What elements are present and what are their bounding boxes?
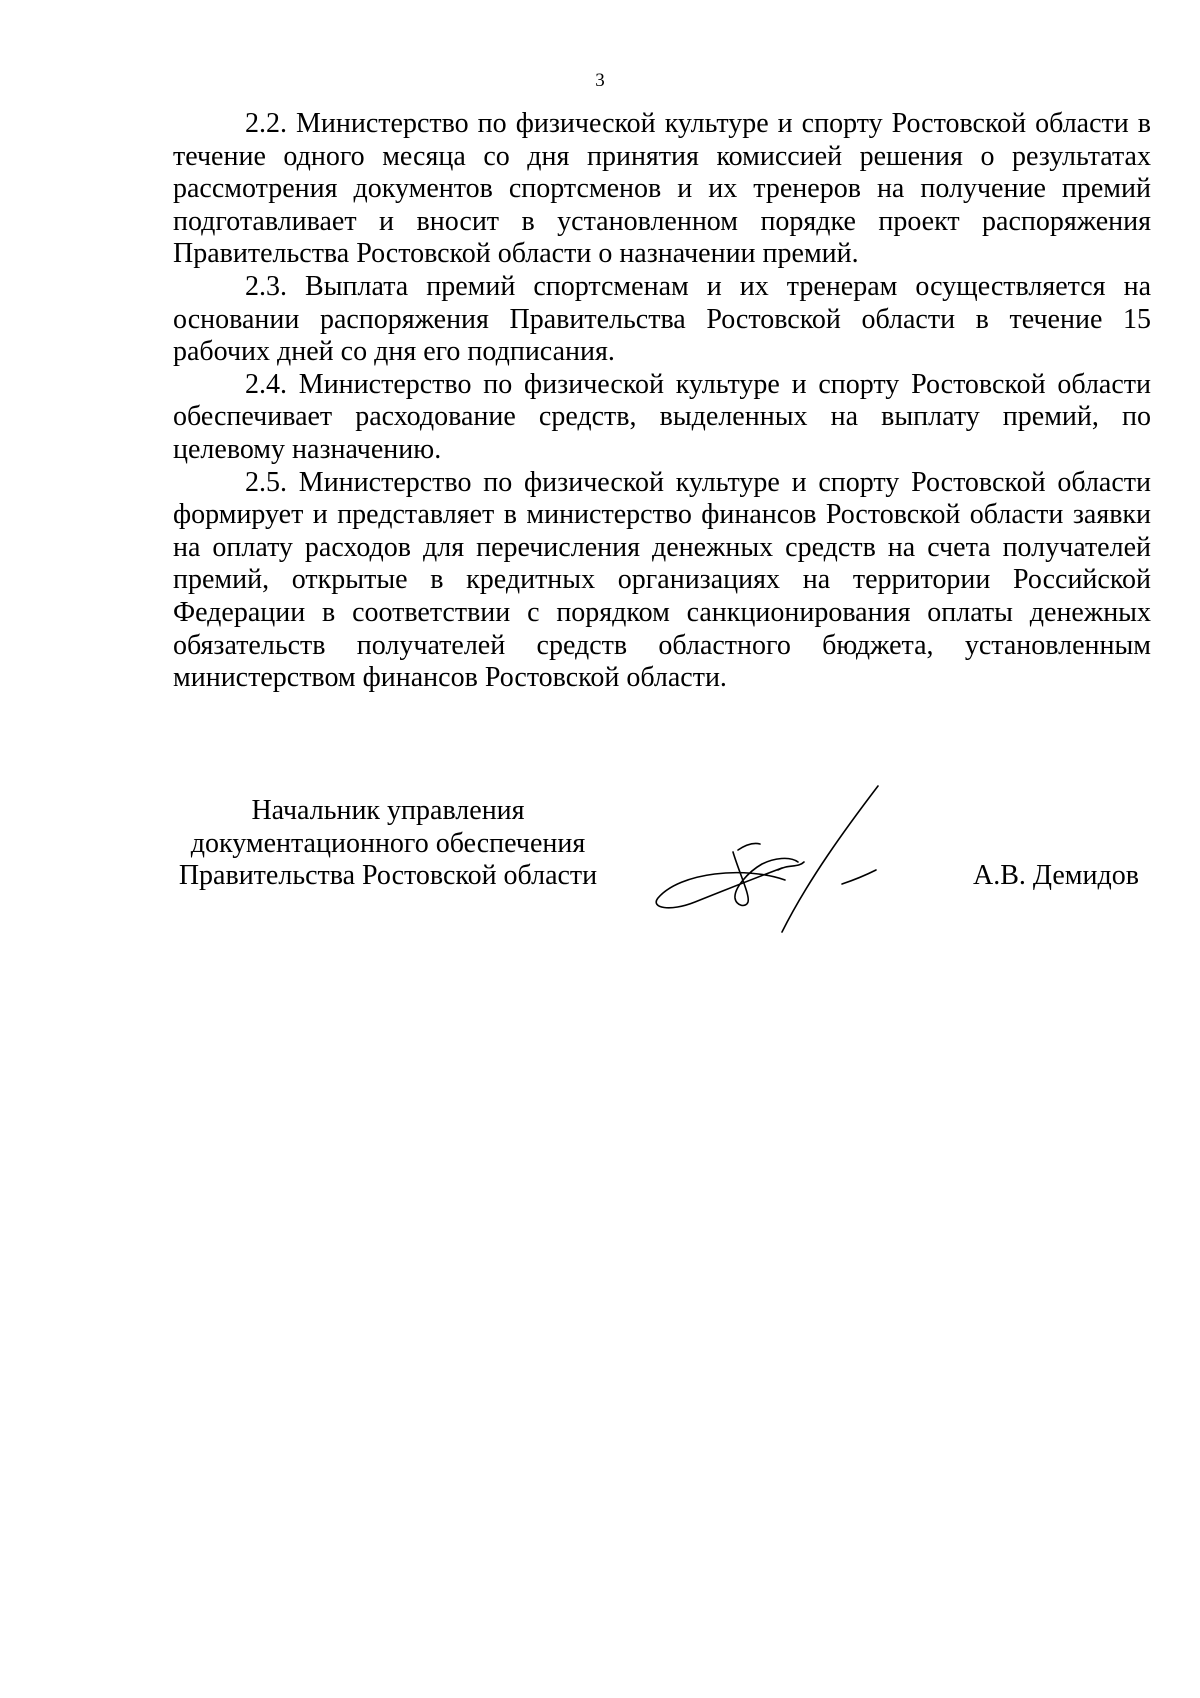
paragraph-2-3: 2.3. Выплата премий спортсменам и их тренерам осуществляется на основании распоряжения Правительства Ростовской области в течение 15 рабочих дней со дня его подписания. xyxy=(173,270,1151,368)
document-body xyxy=(173,108,1151,695)
signer-position-line: Начальник управления xyxy=(251,795,525,826)
page-number: 3 xyxy=(595,70,605,91)
paragraph-2-5: 2.5. Министерство по физической культуре и спорту Ростовской области формирует и представляет в министерство финансов Ростовской области заявки на оплату расходов для перечисления денежных средств на счета получателей премий, открытые в кредитных организациях на территории Российской Федерации в соответствии с порядком санкционирования оплаты денежных обязательств получателей средств областного бюджета, установленным министерством финансов Ростовской области. xyxy=(173,466,1151,694)
signer-name: А.В. Демидов xyxy=(973,860,1139,891)
paragraph-2-2: 2.2. Министерство по физической культуре и спорту Ростовской области в течение одного месяца со дня принятия комиссией решения о результатах рассмотрения документов спортсменов и их тренеров на получение премий подготавливает и вносит в установленном порядке проект распоряжения Правительства Ростовской области о назначении премий. xyxy=(173,108,1151,270)
signer-position-line: Правительства Ростовской области xyxy=(178,860,598,892)
signer-position xyxy=(173,795,603,893)
handwritten-signature-icon xyxy=(650,780,940,940)
signer-position-line: документационного обеспечения xyxy=(190,827,586,859)
paragraph-2-4: 2.4. Министерство по физической культуре и спорту Ростовской области обеспечивает расходование средств, выделенных на выплату премий, по целевому назначению. xyxy=(173,368,1151,465)
